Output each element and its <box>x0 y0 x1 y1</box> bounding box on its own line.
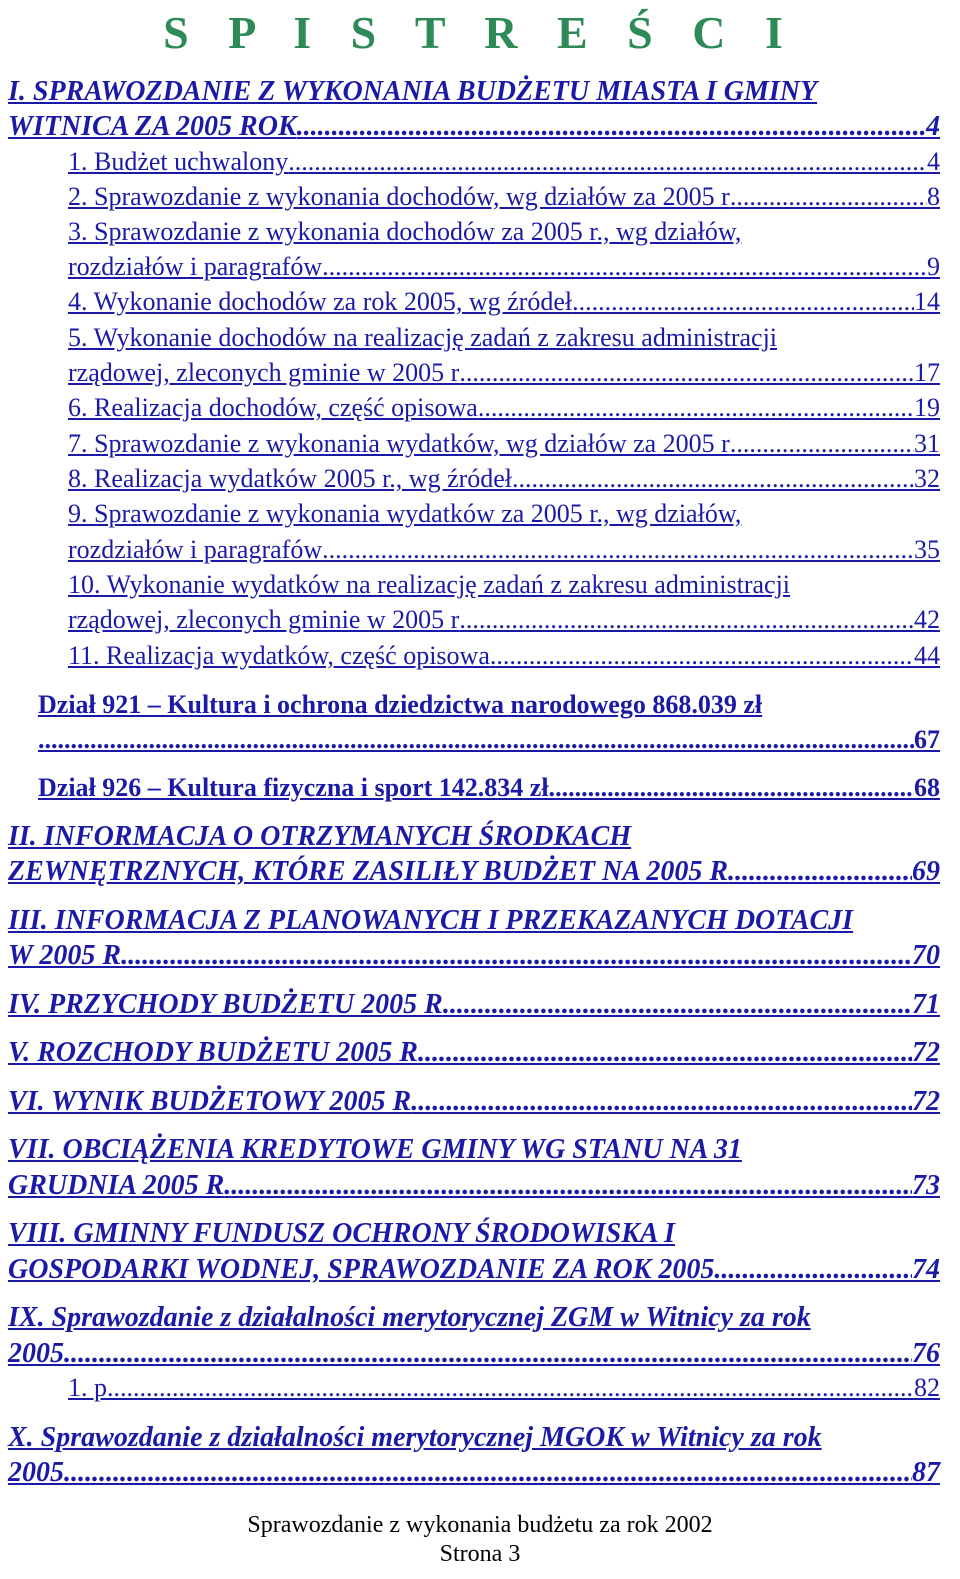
leader-dots <box>322 252 927 282</box>
toc-entry-text: rozdziałów i paragrafów <box>68 535 323 564</box>
leader-dots <box>64 1338 912 1370</box>
page-number: 74 <box>912 1254 940 1285</box>
page-number: 14 <box>914 287 940 316</box>
leader-dots <box>572 287 914 317</box>
leader-dots <box>288 147 927 177</box>
toc-section-1-line1[interactable]: I. SPRAWOZDANIE Z WYKONANIA BUDŻETU MIASTA I GMINY <box>8 76 818 107</box>
toc-item-6[interactable] <box>68 393 940 427</box>
toc-item-2[interactable] <box>68 182 940 216</box>
leader-dots <box>224 1170 912 1202</box>
toc-section-5[interactable] <box>8 1037 940 1071</box>
leader-dots <box>459 605 914 635</box>
toc-section-1[interactable] <box>8 111 940 145</box>
toc-entry-text: GOSPODARKI WODNEJ, SPRAWOZDANIE ZA ROK 2005 <box>8 1254 715 1285</box>
toc-section-6[interactable] <box>8 1086 940 1120</box>
toc-entry-text: WITNICA ZA 2005 ROK <box>8 111 297 142</box>
toc-section-7[interactable] <box>8 1170 940 1204</box>
page-number: 76 <box>912 1338 940 1369</box>
toc-item-9[interactable] <box>68 535 940 569</box>
page-number: 4 <box>926 111 940 142</box>
toc-section-2[interactable] <box>8 856 940 890</box>
page-number: 9 <box>927 252 940 281</box>
leader-dots <box>555 773 914 803</box>
toc-section-3-line1[interactable]: III. INFORMACJA Z PLANOWANYCH I PRZEKAZANYCH DOTACJI <box>8 905 854 936</box>
toc-item-5[interactable] <box>68 358 940 392</box>
leader-dots <box>728 856 912 888</box>
toc-item-10-line1[interactable]: 10. Wykonanie wydatków na realizację zadań z zakresu administracji <box>68 570 791 599</box>
page-number: 70 <box>912 940 940 971</box>
toc-item-8[interactable] <box>68 464 940 498</box>
page-number: 72 <box>912 1086 940 1117</box>
toc-entry-text: 2. Sprawozdanie z wykonania dochodów, wg działów za 2005 r <box>68 182 730 211</box>
toc-section-10-line1[interactable]: X. Sprawozdanie z działalności merytorycznej MGOK w Witnicy za rok <box>8 1422 822 1453</box>
leader-dots <box>418 1037 912 1069</box>
toc-entry-text: 2005 <box>8 1457 64 1488</box>
page-number: 73 <box>912 1170 940 1201</box>
toc-entry-text: 1. Budżet uchwalony <box>68 147 289 176</box>
page-title: S P I S T R E Ś C I <box>163 7 797 58</box>
leader-dots <box>297 111 926 143</box>
toc-section-7-line1[interactable]: VII. OBCIĄŻENIA KREDYTOWE GMINY WG STANU NA 31 <box>8 1134 742 1165</box>
toc-item-4[interactable] <box>68 287 940 321</box>
toc-section-3[interactable] <box>8 940 940 974</box>
leader-dots <box>322 535 914 565</box>
page-number: 71 <box>912 989 940 1020</box>
toc-entry-text: rozdziałów i paragrafów <box>68 252 323 281</box>
page-number: 32 <box>914 464 940 493</box>
toc-item-3-line1[interactable]: 3. Sprawozdanie z wykonania dochodów za 2005 r., wg działów, <box>68 217 742 246</box>
toc-section-2-line1[interactable]: II. INFORMACJA O OTRZYMANYCH ŚRODKACH <box>8 821 632 852</box>
toc-entry-text: rządowej, zleconych gminie w 2005 r <box>68 605 460 634</box>
toc-section-10[interactable] <box>8 1457 940 1491</box>
toc-entry-text: W 2005 R <box>8 940 122 971</box>
toc-dzial-921[interactable] <box>38 725 940 759</box>
toc-section-8-line1[interactable]: VIII. GMINNY FUNDUSZ OCHRONY ŚRODOWISKA I <box>8 1218 675 1249</box>
toc-item-11[interactable] <box>68 641 940 675</box>
toc-item-10[interactable] <box>68 605 940 639</box>
leader-dots <box>38 725 914 755</box>
page-number: 17 <box>914 358 940 387</box>
toc-dzial-921-line1[interactable]: Dział 921 – Kultura i ochrona dziedzictwa narodowego 868.039 zł <box>38 690 763 719</box>
leader-dots <box>512 464 914 494</box>
toc-entry-text: IV. PRZYCHODY BUDŻETU 2005 R <box>8 989 443 1020</box>
page-number: 8 <box>927 182 940 211</box>
toc-item-1[interactable] <box>68 147 940 181</box>
toc-section-9-sub[interactable] <box>68 1373 940 1407</box>
leader-dots <box>478 393 914 423</box>
toc-entry-text: 8. Realizacja wydatków 2005 r., wg źródeł <box>68 464 513 493</box>
toc-section-8[interactable] <box>8 1254 940 1288</box>
page-number: 68 <box>914 773 940 802</box>
toc-entry-text: 6. Realizacja dochodów, część opisowa <box>68 393 478 422</box>
page-number: 69 <box>912 856 940 887</box>
toc-entry-text: VI. WYNIK BUDŻETOWY 2005 R <box>8 1086 412 1117</box>
leader-dots <box>121 940 912 972</box>
toc-item-9-line1[interactable]: 9. Sprawozdanie z wykonania wydatków za 2005 r., wg działów, <box>68 499 742 528</box>
page-number: 67 <box>914 725 940 754</box>
page-number: 31 <box>914 429 940 458</box>
page-number: 42 <box>914 605 940 634</box>
leader-dots <box>107 1373 914 1403</box>
footer-report-title: Sprawozdanie z wykonania budżetu za rok 2002 <box>247 1512 713 1538</box>
toc-entry-text: ZEWNĘTRZNYCH, KTÓRE ZASILIŁY BUDŻET NA 2005 R <box>8 856 729 887</box>
toc-entry-text: 4. Wykonanie dochodów za rok 2005, wg źródeł <box>68 287 573 316</box>
leader-dots <box>730 182 927 212</box>
toc-entry-text: 7. Sprawozdanie z wykonania wydatków, wg działów za 2005 r <box>68 429 730 458</box>
leader-dots <box>443 989 912 1021</box>
toc-section-9-line1[interactable]: IX. Sprawozdanie z działalności merytorycznej ZGM w Witnicy za rok <box>8 1302 811 1333</box>
toc-dzial-926[interactable] <box>38 773 940 807</box>
toc-entry-text: rządowej, zleconych gminie w 2005 r <box>68 358 460 387</box>
toc-entry-text: V. ROZCHODY BUDŻETU 2005 R <box>8 1037 418 1068</box>
toc-entry-text: GRUDNIA 2005 R <box>8 1170 225 1201</box>
leader-dots <box>459 358 914 388</box>
page-number: 87 <box>912 1457 940 1488</box>
footer-page-number: Strona 3 <box>439 1541 521 1567</box>
toc-item-5-line1[interactable]: 5. Wykonanie dochodów na realizację zadań z zakresu administracji <box>68 323 778 352</box>
toc-section-4[interactable] <box>8 989 940 1023</box>
toc-entry-text: 2005 <box>8 1338 64 1369</box>
page-number: 72 <box>912 1037 940 1068</box>
page-number: 4 <box>927 147 940 176</box>
leader-dots <box>64 1457 912 1489</box>
page-number: 44 <box>914 641 940 670</box>
leader-dots <box>730 429 914 459</box>
page-number: 19 <box>914 393 940 422</box>
toc-entry-text: 1. p <box>68 1373 107 1402</box>
toc-item-3[interactable] <box>68 252 940 286</box>
toc-section-9[interactable] <box>8 1338 940 1372</box>
leader-dots <box>714 1254 912 1286</box>
toc-entry-text: Dział 926 – Kultura fizyczna i sport 142.834 zł. <box>38 773 556 802</box>
leader-dots <box>411 1086 912 1118</box>
toc-entry-text: 11. Realizacja wydatków, część opisowa <box>68 641 490 670</box>
page-number: 82 <box>914 1373 940 1402</box>
page-number: 35 <box>914 535 940 564</box>
toc-item-7[interactable] <box>68 429 940 463</box>
leader-dots <box>490 641 914 671</box>
